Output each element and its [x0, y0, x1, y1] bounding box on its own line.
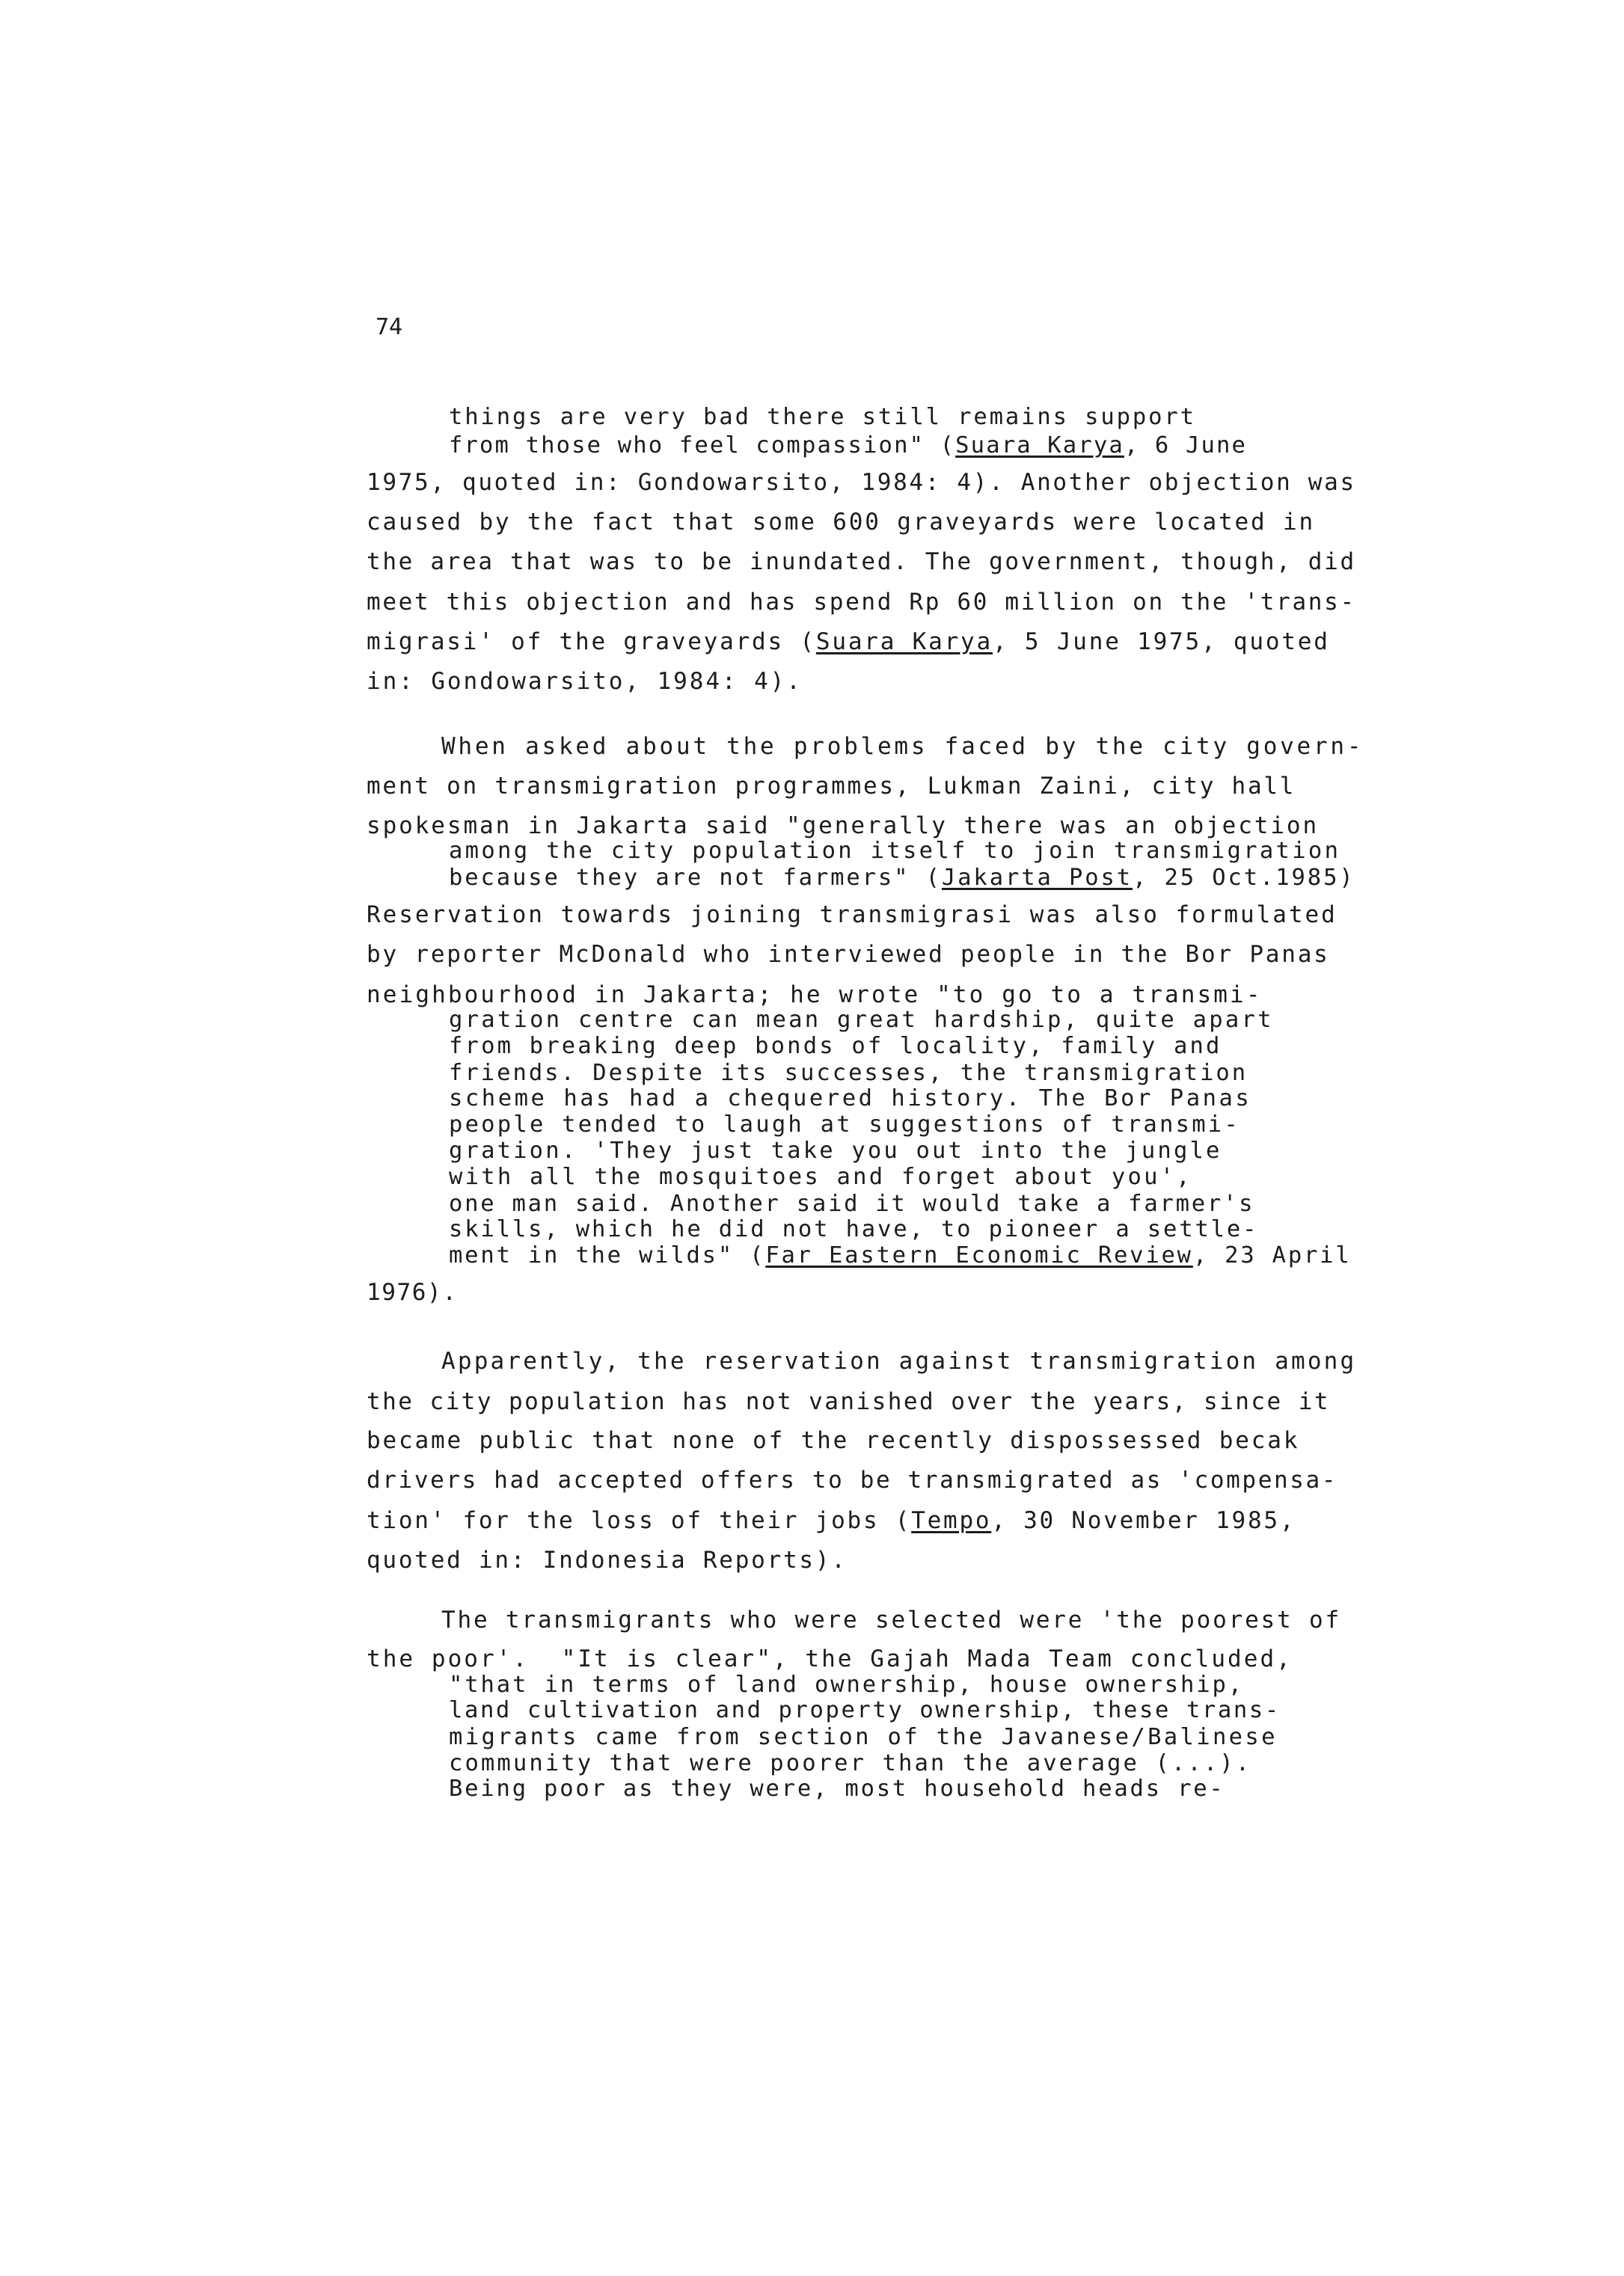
page-number: 74 — [376, 314, 403, 340]
text-run: migrants came from section of the Javanese/Balinese — [449, 1724, 1278, 1750]
text-line — [367, 812, 1319, 839]
text-run: gration. 'They just take you out into the jungle — [449, 1138, 1222, 1164]
quote-line — [449, 1191, 1254, 1218]
text-run: gration centre can mean great hardship, quite apart — [449, 1007, 1274, 1033]
text-line — [367, 1388, 1330, 1415]
text-line — [367, 1279, 458, 1306]
text-run: spokesman in Jakarta said "generally there was an objection — [367, 812, 1320, 839]
quote-line — [449, 1242, 1352, 1269]
text-line — [367, 509, 1315, 536]
text-run: from those who feel compassion" ( — [449, 432, 956, 458]
text-run: tion' for the loss of their jobs ( — [367, 1507, 912, 1534]
text-run: quoted in: Indonesia Reports). — [367, 1547, 848, 1574]
text-run: Being poor as they were, most household heads re- — [449, 1776, 1225, 1802]
text-line — [367, 1427, 1299, 1454]
text-run: became public that none of the recently dispossessed becak — [367, 1427, 1300, 1454]
quote-line — [449, 1007, 1274, 1034]
text-line — [367, 1467, 1337, 1494]
text-run: the poor'. "It is clear", the Gajah Mada Team concluded, — [367, 1645, 1293, 1672]
text-line — [367, 1645, 1293, 1672]
text-line — [367, 628, 1330, 655]
text-run: migrasi' of the graveyards ( — [367, 628, 816, 655]
citation-title: Tempo — [911, 1507, 992, 1534]
quote-line — [449, 1672, 1244, 1699]
citation-title: Jakarta Post — [941, 865, 1133, 891]
text-run: the city population has not vanished over the years, since it — [367, 1388, 1330, 1415]
text-line — [367, 981, 1263, 1008]
text-run: the area that was to be inundated. The government, though, did — [367, 548, 1356, 575]
text-line — [367, 1507, 1296, 1534]
text-run: by reporter McDonald who interviewed people in the Bor Panas — [367, 941, 1330, 968]
text-run: caused by the fact that some 600 graveyards were located in — [367, 509, 1316, 536]
text-line — [367, 773, 1296, 800]
citation-title: Far Eastern Economic Review — [765, 1242, 1193, 1269]
text-run: , 23 April — [1192, 1242, 1352, 1269]
text-run: 1976). — [367, 1279, 458, 1306]
text-run: Apparently, the reservation against transmigration among — [441, 1348, 1357, 1375]
text-run: with all the mosquitoes and forget about you', — [449, 1164, 1192, 1190]
citation-title: Suara Karya — [955, 432, 1124, 458]
text-line — [367, 469, 1356, 496]
quote-line — [449, 865, 1355, 892]
text-run: in: Gondowarsito, 1984: 4). — [367, 668, 803, 695]
quote-line — [449, 1164, 1192, 1191]
text-run: , 30 November 1985, — [991, 1507, 1296, 1534]
text-run: neighbourhood in Jakarta; he wrote "to go to a transmi- — [367, 981, 1263, 1008]
quote-line — [449, 1085, 1251, 1112]
text-run: community that were poorer than the average (...). — [449, 1750, 1252, 1776]
text-run: scheme has had a chequered history. The Bor Panas — [449, 1085, 1252, 1111]
text-line — [367, 548, 1356, 575]
quote-line — [449, 404, 1196, 431]
text-run: one man said. Another said it would take a farmer's — [449, 1191, 1255, 1217]
text-run: among the city population itself to join transmigration — [449, 838, 1341, 864]
text-run: from breaking deep bonds of locality, family and — [449, 1033, 1222, 1059]
citation-title: Suara Karya — [815, 628, 993, 655]
text-run: meet this objection and has spend Rp 60 million on the 'trans- — [367, 589, 1356, 616]
quote-line — [449, 1724, 1278, 1751]
text-run: When asked about the problems faced by the city govern- — [441, 733, 1364, 760]
text-run: , 5 June 1975, quoted — [992, 628, 1330, 655]
text-line — [367, 668, 803, 695]
quote-line — [449, 1776, 1225, 1803]
text-run: "that in terms of land ownership, house ownership, — [449, 1672, 1245, 1698]
quote-line — [449, 1033, 1222, 1060]
text-run: ment on transmigration programmes, Lukman Zaini, city hall — [367, 773, 1296, 800]
text-line — [441, 1348, 1356, 1375]
quote-line — [449, 1111, 1240, 1138]
text-run: , 25 Oct.1985) — [1133, 865, 1355, 891]
text-line — [367, 1547, 848, 1574]
quote-line — [449, 1216, 1258, 1243]
quote-line — [449, 432, 1247, 459]
text-run: ment in the wilds" ( — [449, 1242, 766, 1269]
text-line — [441, 1607, 1341, 1634]
text-line — [367, 901, 1337, 928]
text-run: people tended to laugh at suggestions of transmi- — [449, 1111, 1240, 1138]
quote-line — [449, 1697, 1281, 1724]
text-run: The transmigrants who were selected were 'the poorest of — [441, 1607, 1341, 1634]
text-line — [441, 733, 1364, 760]
text-run: drivers had accepted offers to be transmigrated as 'compensa- — [367, 1467, 1338, 1494]
text-run: 1975, quoted in: Gondowarsito, 1984: 4). Another objection was — [367, 469, 1356, 496]
text-line — [367, 589, 1356, 616]
quote-line — [449, 1138, 1222, 1165]
text-run: , 6 June — [1124, 432, 1248, 458]
text-run: Reservation towards joining transmigrasi was also formulated — [367, 901, 1337, 928]
text-line — [367, 941, 1330, 968]
text-run: things are very bad there still remains support — [449, 404, 1196, 430]
text-run: because they are not farmers" ( — [449, 865, 942, 891]
quote-line — [449, 838, 1340, 865]
text-run: land cultivation and property ownership, these trans- — [449, 1697, 1281, 1723]
quote-line — [449, 1060, 1248, 1087]
text-run: skills, which he did not have, to pioneer a settle- — [449, 1216, 1259, 1242]
quote-line — [449, 1750, 1251, 1777]
text-run: friends. Despite its successes, the transmigration — [449, 1060, 1248, 1086]
